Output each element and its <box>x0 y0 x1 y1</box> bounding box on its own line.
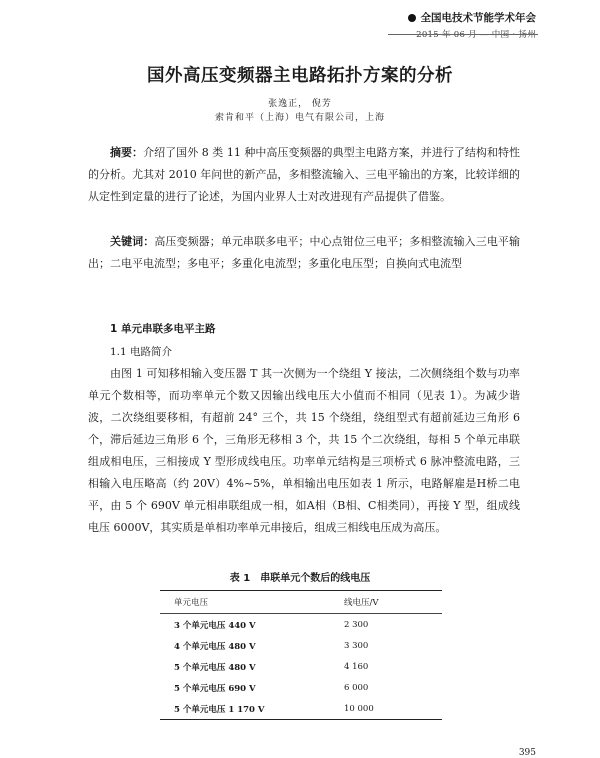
table-cell: 3 个单元电压 440 V <box>174 620 256 631</box>
abstract <box>88 142 520 208</box>
column-header-line-voltage: 线电压/V <box>344 598 379 608</box>
table-number: 表 1 <box>229 573 251 584</box>
bullet-icon <box>408 14 416 22</box>
body-paragraph: 由图 1 可知移相输入变压器 T 其一次侧为一个绕组 Y 接法，二次侧绕组个数与功率单元个数相等，而功率单元个数又因输出线电压大小值而不相同（见表 1）。为减少谐波，二次绕组要移相，有超前 24° 三个，共 15 个绕组，绕组型式有超前延边三角形 6 个，滞后延边三角形 6 个，三角形无移相 3 个，共 15 个二次绕组，每相 5 个单元串联组成相电压，三相接成 Y 型形成线电压。功率单元结构是三项桥式 6 脉冲整流电路，三相输入电压略高（约 20V）4%~5%，单相输出电压如表 1 所示，电路解雇是H桥二电平，由 5 个 690V 单元相串联组成一相，如A相（B相、C相类同），再接 Y 型，组成线电压 6000V，其实质是单相功率单元串接后，组成三相线电压成为高压。 <box>88 367 520 534</box>
table-caption <box>0 569 600 584</box>
table-cell: 2 300 <box>344 619 369 630</box>
header-divider <box>388 34 538 35</box>
conference-line <box>408 10 537 25</box>
table-row <box>160 677 442 698</box>
table-cell: 4 个单元电压 480 V <box>174 641 256 652</box>
conference-date-place: 2015 年 06 月 — 中国 · 扬州 <box>416 30 536 40</box>
column-header-unit-voltage: 单元电压 <box>174 598 209 608</box>
table-row <box>160 656 442 677</box>
abstract-label: 摘要： <box>110 146 144 159</box>
paper-authors: 张逸正， 倪芳 <box>268 99 332 109</box>
table-cell: 10 000 <box>344 703 374 714</box>
abstract-text: 介绍了国外 8 类 11 种中高压变频器的典型主电路方案，并进行了结构和特性的分析。尤其对 2010 年问世的新产品，多相整流输入、三电平输出的方案，比较详细的从定性到定量的进行了论述，为国内业界人士对改进现有产品提供了借鉴。 <box>88 146 521 203</box>
page-number: 395 <box>518 748 536 758</box>
table-cell: 6 000 <box>344 682 369 693</box>
table-row <box>160 698 442 720</box>
keywords-label: 关键词： <box>110 235 155 248</box>
table-cell: 5 个单元电压 480 V <box>174 662 256 673</box>
table-cell: 3 300 <box>344 640 369 651</box>
table-cell: 5 个单元电压 1 170 V <box>174 704 265 715</box>
table-cell: 5 个单元电压 690 V <box>174 683 256 694</box>
table-cell: 4 160 <box>344 661 369 672</box>
keywords-text: 高压变频器；单元串联多电平；中心点钳位三电平；多相整流输入三电平输出；二电平电流型；多电平；多重化电流型；多重化电压型；自换向式电流型 <box>88 235 521 270</box>
section-heading: 1 单元串联多电平主路 <box>110 323 216 335</box>
table-row <box>160 635 442 656</box>
table-header-row <box>160 591 442 614</box>
keywords <box>88 231 520 275</box>
paper-affiliation: 索肯和平（上海）电气有限公司，上海 <box>214 113 385 123</box>
paper-title: 国外高压变频器主电路拓扑方案的分析 <box>147 66 453 86</box>
conference-name: 全国电技术节能学术年会 <box>420 12 536 24</box>
running-header <box>408 10 537 40</box>
table-title: 串联单元个数后的线电压 <box>260 573 371 584</box>
voltage-table <box>160 590 442 720</box>
subsection-heading: 1.1 电路简介 <box>110 346 173 358</box>
table-row <box>160 614 442 636</box>
